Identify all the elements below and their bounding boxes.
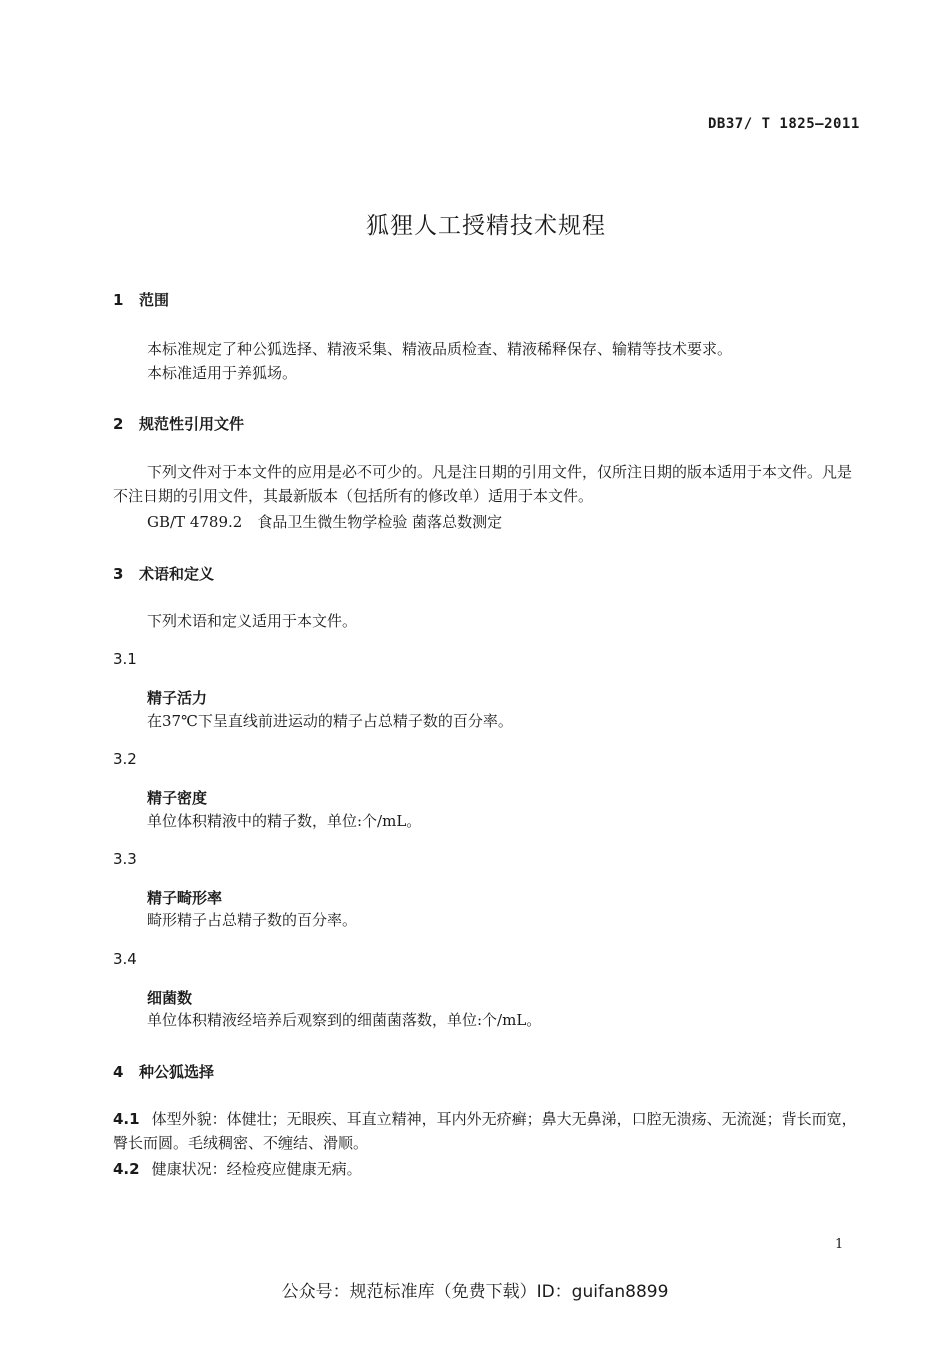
section-number: 3: [113, 565, 124, 583]
clause-text: 体型外貌：体健壮；无眼疾、耳直立精神，耳内外无疥癣；鼻大无鼻涕，口腔无溃疡、无流涎；背长而宽，臀长而圆。毛绒稠密、不缠结、滑顺。: [113, 1110, 857, 1152]
clause: [113, 1157, 865, 1181]
term-name: 细菌数: [147, 989, 193, 1007]
section-number: 1: [113, 291, 124, 309]
clause: [113, 1107, 865, 1155]
clause-text: 健康状况：经检疫应健康无病。: [151, 1160, 362, 1178]
section-heading-3: [113, 563, 214, 584]
section-title: 术语和定义: [139, 565, 215, 583]
term-definition: 在37℃下呈直线前进运动的精子占总精子数的百分率。: [147, 712, 513, 730]
term-name: 精子畸形率: [147, 889, 223, 907]
section-number: 2: [113, 415, 124, 433]
normative-reference: GB/T 4789.2 食品卫生微生物学检验 菌落总数测定: [147, 513, 503, 531]
term-definition: 单位体积精液经培养后观察到的细菌菌落数，单位:个/mL。: [147, 1011, 542, 1029]
page-number: 1: [835, 1237, 844, 1252]
paragraph: 下列术语和定义适用于本文件。: [147, 612, 358, 630]
term-number: 3.4: [113, 950, 137, 968]
section-title: 范围: [139, 291, 170, 309]
section-title: 种公狐选择: [139, 1063, 215, 1081]
section-number: 4: [113, 1063, 124, 1081]
clause-number: 4.1: [113, 1110, 140, 1128]
page-title: 狐狸人工授精技术规程: [366, 213, 606, 239]
document-code: DB37/ T 1825—2011: [708, 116, 860, 132]
term-definition: 单位体积精液中的精子数，单位:个/mL。: [147, 812, 422, 830]
term-number: 3.1: [113, 650, 137, 668]
term-name: 精子活力: [147, 689, 208, 707]
footer-watermark: 公众号：规范标准库（免费下载）ID：guifan8899: [281, 1282, 669, 1302]
term-number: 3.2: [113, 750, 137, 768]
paragraph: 本标准适用于养狐场。: [147, 364, 298, 382]
section-title: 规范性引用文件: [139, 415, 245, 433]
term-name: 精子密度: [147, 789, 208, 807]
section-heading-2: [113, 413, 244, 434]
term-definition: 畸形精子占总精子数的百分率。: [147, 911, 358, 929]
term-number: 3.3: [113, 850, 137, 868]
clause-number: 4.2: [113, 1160, 140, 1178]
section-heading-4: [113, 1061, 214, 1082]
paragraph: 本标准规定了种公狐选择、精液采集、精液品质检查、精液稀释保存、输精等技术要求。: [147, 340, 733, 358]
paragraph: 下列文件对于本文件的应用是必不可少的。凡是注日期的引用文件，仅所注日期的版本适用于本文件。凡是不注日期的引用文件，其最新版本（包括所有的修改单）适用于本文件。: [113, 463, 853, 505]
section-heading-1: [113, 289, 169, 310]
